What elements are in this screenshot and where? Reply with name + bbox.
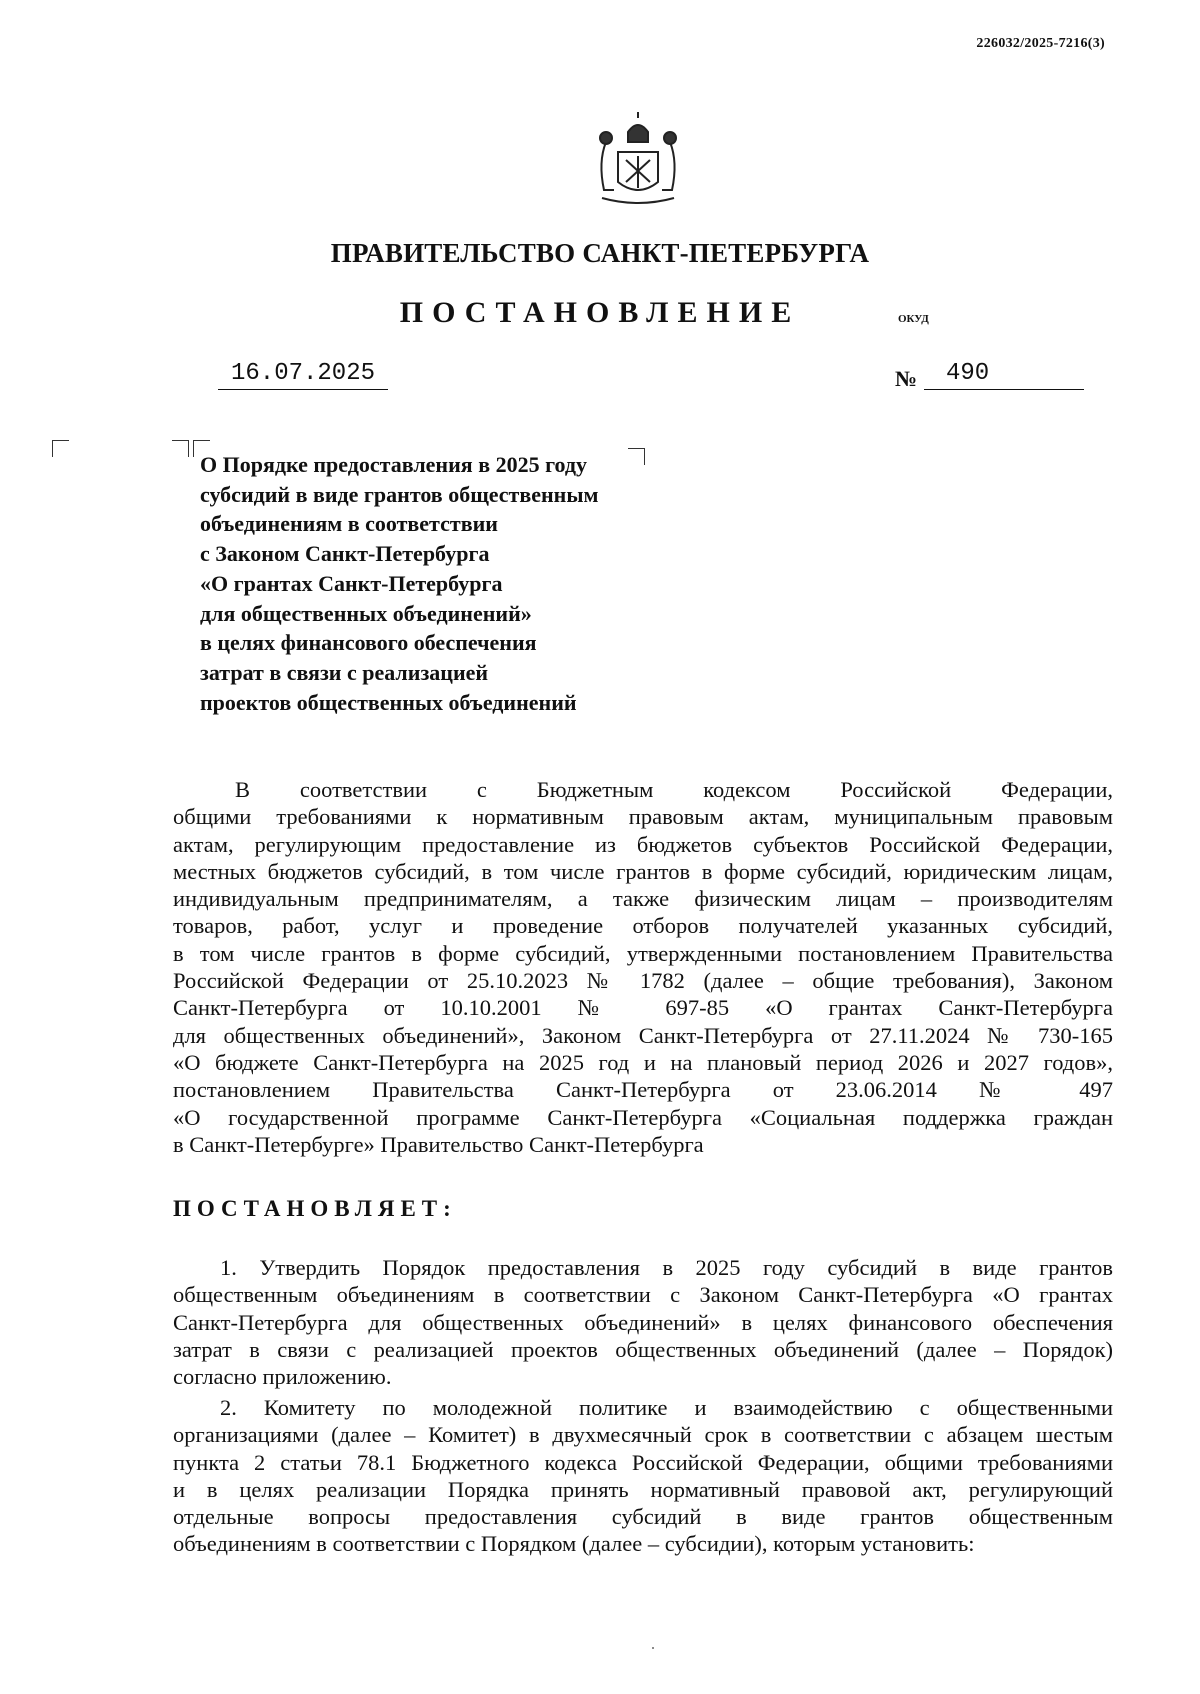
preamble-line: Российской Федерации от 25.10.2023 № 1782 (далее – общие требования), Законом xyxy=(173,968,1113,994)
title-line: объединениям в соответствии xyxy=(200,511,498,537)
title-line: О Порядке предоставления в 2025 году xyxy=(200,452,588,477)
preamble-line: В соответствии с Бюджетным кодексом Российской Федерации, xyxy=(235,777,1113,802)
document-title xyxy=(200,450,670,717)
preamble-line: общими требованиями к нормативным правовым актам, муниципальным правовым xyxy=(173,804,1113,830)
title-line: затрат в связи с реализацией xyxy=(200,659,489,685)
preamble-line: в том числе грантов в форме субсидий, утвержденными постановлением Правительства xyxy=(173,940,1113,966)
title-corner-mark xyxy=(52,440,69,457)
preamble-line: индивидуальным предпринимателям, а также физическим лицам – производителям xyxy=(173,886,1113,912)
item-1-line: затрат в связи с реализацией проектов общественных объединений (далее – Порядок) xyxy=(173,1336,1113,1362)
preamble-line: «О бюджете Санкт-Петербурга на 2025 год и на плановый период 2026 и 2027 годов», xyxy=(173,1049,1113,1075)
document-reference-number: 226032/2025-7216(3) xyxy=(976,36,1105,51)
preamble-paragraph xyxy=(173,776,1113,1158)
item-2-paragraph xyxy=(173,1394,1113,1558)
preamble-line: товаров, работ, услуг и проведение отборов получателей указанных субсидий, xyxy=(173,913,1113,939)
item-2-line: организациями (далее – Комитет) в двухмесячный срок в соответствии с абзацем шестым xyxy=(173,1422,1113,1448)
okud-label: ОКУД xyxy=(898,313,929,325)
item-1-line: Санкт-Петербурга для общественных объединений» в целях финансового обеспечения xyxy=(173,1309,1113,1335)
item-2-line: пункта 2 статьи 78.1 Бюджетного кодекса Российской Федерации, общими требованиями xyxy=(173,1449,1113,1475)
title-line: в целях финансового обеспечения xyxy=(200,630,537,656)
item-2-line: и в целях реализации Порядка принять нормативный правовой акт, регулирующий xyxy=(173,1476,1113,1502)
preamble-line: для общественных объединений», Законом Санкт-Петербурга от 27.11.2024 № 730-165 xyxy=(173,1022,1113,1048)
preamble-line: в Санкт-Петербурге» Правительство Санкт-Петербурга xyxy=(173,1131,704,1157)
document-type: ПОСТАНОВЛЕНИЕ xyxy=(399,296,801,329)
preamble-line: постановлением Правительства Санкт-Петербурга от 23.06.2014 № 497 xyxy=(173,1077,1113,1103)
item-1-paragraph xyxy=(173,1254,1113,1390)
title-line: проектов общественных объединений xyxy=(200,689,577,715)
item-1-line: согласно приложению. xyxy=(173,1364,392,1390)
saint-petersburg-coat-of-arms-icon xyxy=(588,112,688,210)
resolves-heading: ПОСТАНОВЛЯЕТ: xyxy=(173,1196,457,1221)
scan-speck xyxy=(652,1647,654,1649)
preamble-line: Санкт-Петербурга от 10.10.2001 № 697-85 «О грантах Санкт-Петербурга xyxy=(173,995,1113,1021)
preamble-line: местных бюджетов субсидий, в том числе грантов в форме субсидий, юридическим лицам, xyxy=(173,858,1113,884)
item-2-line: объединениям в соответствии с Порядком (далее – субсидии), которым установить: xyxy=(173,1531,975,1557)
item-1-line: общественным объединениям в соответствии с Законом Санкт-Петербурга «О грантах xyxy=(173,1282,1113,1308)
document-number: 490 xyxy=(924,360,1084,390)
government-name: ПРАВИТЕЛЬСТВО САНКТ-ПЕТЕРБУРГА xyxy=(330,238,870,268)
item-1-line: 1. Утвердить Порядок предоставления в 2025 году субсидий в виде грантов xyxy=(220,1255,1113,1280)
preamble-line: «О государственной программе Санкт-Петербурга «Социальная поддержка граждан xyxy=(173,1104,1113,1130)
preamble-line: актам, регулирующим предоставление из бюджетов субъектов Российской Федерации, xyxy=(173,831,1113,857)
document-date: 16.07.2025 xyxy=(218,360,388,390)
title-line: с Законом Санкт-Петербурга xyxy=(200,541,490,567)
title-corner-mark xyxy=(172,440,189,457)
item-2-line: 2. Комитету по молодежной политике и взаимодействию с общественными xyxy=(220,1395,1113,1420)
title-line: для общественных объединений» xyxy=(200,600,532,626)
number-sign: № xyxy=(895,366,918,391)
title-line: субсидий в виде грантов общественным xyxy=(200,481,599,507)
item-2-line: отдельные вопросы предоставления субсидий в виде грантов общественным xyxy=(173,1504,1113,1530)
title-line: «О грантах Санкт-Петербурга xyxy=(200,570,503,596)
